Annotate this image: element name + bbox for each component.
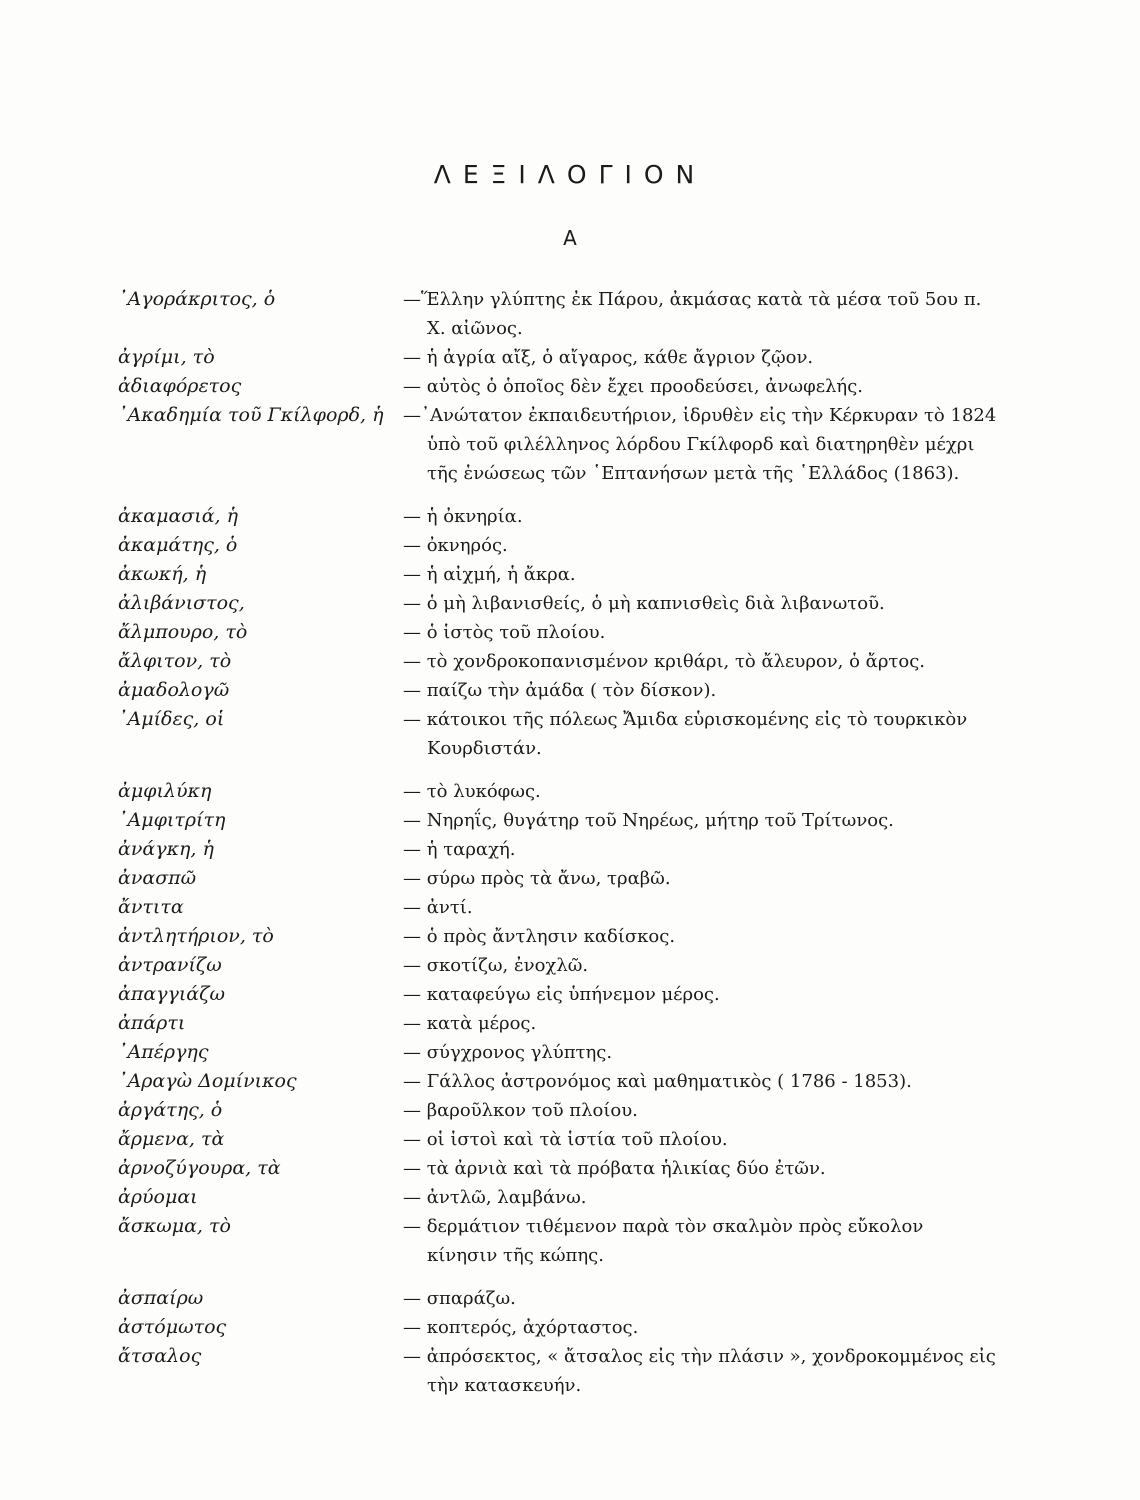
entry-term: ἀδιαφόρετος xyxy=(118,375,242,397)
glossary-entry xyxy=(118,343,998,372)
entry-term: ᾿Ακαδημία τοῦ Γκίλφορδ, ἡ xyxy=(118,404,384,426)
entry-definition: — ἀντί. xyxy=(403,897,473,918)
entry-definition: — παίζω τὴν ἀμάδα ( τὸν δίσκον). xyxy=(403,680,717,701)
glossary-entry xyxy=(118,401,998,488)
entry-term: ἀργάτης, ὁ xyxy=(118,1099,223,1121)
page-title: ΛΕΞΙΛΟΓΙΟΝ xyxy=(433,160,707,189)
entry-term: ᾿Αραγὼ Δομίνικος xyxy=(118,1070,297,1092)
entry-definition: — σπαράζω. xyxy=(403,1288,516,1309)
entry-definition: — αὐτὸς ὁ ὁποῖος δὲν ἔχει προοδεύσει, ἀνωφελής. xyxy=(403,376,864,397)
glossary-entry xyxy=(118,502,998,531)
entry-definition: — σύγχρονος γλύπτης. xyxy=(403,1042,613,1063)
glossary-entry xyxy=(118,1212,998,1270)
entry-term: ἀλιβάνιστος, xyxy=(118,592,245,614)
entry-definition: — Νηρηΐς, θυγάτηρ τοῦ Νηρέως, μήτηρ τοῦ Τρίτωνος. xyxy=(403,810,894,831)
glossary-entry xyxy=(118,1183,998,1212)
entry-definition: —᾿Ανώτατον ἐκπαιδευτήριον, ἱδρυθὲν εἰς τὴν Κέρκυραν τὸ 1824 ὑπὸ τοῦ φιλέλληνος λόρδου Γκίλφορδ καὶ διατηρηθὲν μέχρι τῆς ἑνώσεως τῶν ῾Επτανήσων μετὰ τῆς ῾Ελλάδος (1863). xyxy=(403,405,997,484)
glossary-entry xyxy=(118,1342,998,1400)
entry-term: ἄντιτα xyxy=(118,896,184,918)
glossary-entry xyxy=(118,1038,998,1067)
entry-definition: — ὁ μὴ λιβανισθείς, ὁ μὴ καπνισθεὶς διὰ λιβανωτοῦ. xyxy=(403,593,885,614)
glossary-entry xyxy=(118,893,998,922)
glossary-entry xyxy=(118,835,998,864)
entry-term: ἀκωκή, ἡ xyxy=(118,563,207,585)
glossary-entry xyxy=(118,531,998,560)
entry-definition: — ἡ ὀκνηρία. xyxy=(403,506,523,527)
entry-term: ᾿Αγοράκριτος, ὁ xyxy=(118,288,276,310)
entry-definition: — δερμάτιον τιθέμενον παρὰ τὸν σκαλμὸν πρὸς εὔκολον κίνησιν τῆς κώπης. xyxy=(403,1216,924,1266)
entry-term: ἀνάγκη, ἡ xyxy=(118,838,214,860)
entry-term: ἀνασπῶ xyxy=(118,867,197,889)
entry-term: ἀστόμωτος xyxy=(118,1316,227,1338)
entry-term: ἀμφιλύκη xyxy=(118,780,212,802)
glossary-entry xyxy=(118,647,998,676)
entry-definition: — ὁ πρὸς ἄντλησιν καδίσκος. xyxy=(403,926,676,947)
entry-definition: — βαροῦλκον τοῦ πλοίου. xyxy=(403,1100,638,1121)
glossary-entry xyxy=(118,618,998,647)
entry-term: ἄρμενα, τὰ xyxy=(118,1128,225,1150)
entry-definition: — τὸ λυκόφως. xyxy=(403,781,541,802)
entry-term: ἀπαγγιάζω xyxy=(118,983,225,1005)
entry-definition: — ἡ ἀγρία αἴξ, ὁ αἴγαρος, κάθε ἄγριον ζῷον. xyxy=(403,347,814,368)
entry-term: ᾿Απέργης xyxy=(118,1041,209,1063)
glossary-entry xyxy=(118,372,998,401)
glossary-entry xyxy=(118,285,998,343)
glossary-entry xyxy=(118,1096,998,1125)
entry-term: ἀντρανίζω xyxy=(118,954,222,976)
glossary-entry xyxy=(118,676,998,705)
glossary-entry xyxy=(118,589,998,618)
entry-definition: — ἡ ταραχή. xyxy=(403,839,516,860)
glossary-entry xyxy=(118,1313,998,1342)
glossary-entry xyxy=(118,777,998,806)
entry-term: ἄλμπουρο, τὸ xyxy=(118,621,248,643)
entry-definition: — ὀκνηρός. xyxy=(403,535,508,556)
entry-definition: — τὰ ἀρνιὰ καὶ τὰ πρόβατα ἡλικίας δύο ἐτῶν. xyxy=(403,1158,826,1179)
entry-definition: — τὸ χονδροκοπανισμένον κριθάρι, τὸ ἄλευρον, ὁ ἄρτος. xyxy=(403,651,926,672)
entry-definition: — κατὰ μέρος. xyxy=(403,1013,537,1034)
entry-term: ἄλφιτον, τὸ xyxy=(118,650,232,672)
entry-definition: — ἀπρόσεκτος, « ἄτσαλος εἰς τὴν πλάσιν », χονδροκομμένος εἰς τὴν κατασκευήν. xyxy=(403,1346,996,1396)
glossary-entry xyxy=(118,1284,998,1313)
entry-definition: — καταφεύγω εἰς ὑπήνεμον μέρος. xyxy=(403,984,720,1005)
glossary-entry xyxy=(118,1125,998,1154)
entry-term: ᾿Αμφιτρίτη xyxy=(118,809,226,831)
entry-definition: — οἱ ἱστοὶ καὶ τὰ ἱστία τοῦ πλοίου. xyxy=(403,1129,728,1150)
entry-term: ἀντλητήριον, τὸ xyxy=(118,925,274,947)
entry-term: ἀρύομαι xyxy=(118,1186,198,1208)
entry-term: ἀμαδολογῶ xyxy=(118,679,230,701)
glossary-entry xyxy=(118,806,998,835)
entry-definition: — κάτοικοι τῆς πόλεως Ἄμιδα εὑρισκομένης εἰς τὸ τουρκικὸν Κουρδιστάν. xyxy=(403,709,968,759)
entry-definition: — ἀντλῶ, λαμβάνω. xyxy=(403,1187,587,1208)
entry-definition: — σκοτίζω, ἐνοχλῶ. xyxy=(403,955,589,976)
entry-definition: — ὁ ἱστὸς τοῦ πλοίου. xyxy=(403,622,606,643)
glossary-entry xyxy=(118,864,998,893)
entry-term: ᾿Αμίδες, οἱ xyxy=(118,708,225,730)
glossary-entry xyxy=(118,980,998,1009)
entry-definition: — σύρω πρὸς τὰ ἄνω, τραβῶ. xyxy=(403,868,671,889)
glossary-list xyxy=(118,285,998,1400)
entry-definition: — ἡ αἰχμή, ἡ ἄκρα. xyxy=(403,564,576,585)
entry-definition: —Ἕλλην γλύπτης ἐκ Πάρου, ἀκμάσας κατὰ τὰ μέσα τοῦ 5ου π. Χ. αἰῶνος. xyxy=(403,289,982,339)
glossary-entry xyxy=(118,1067,998,1096)
entry-term: ἄσκωμα, τὸ xyxy=(118,1215,231,1237)
entry-term: ἀκαμάτης, ὁ xyxy=(118,534,238,556)
entry-term: ἀκαμασιά, ἡ xyxy=(118,505,239,527)
entry-term: ἀπάρτι xyxy=(118,1012,186,1034)
glossary-entry xyxy=(118,560,998,589)
glossary-entry xyxy=(118,1009,998,1038)
entry-definition: — κοπτερός, ἀχόρταστος. xyxy=(403,1317,639,1338)
entry-term: ἀγρίμι, τὸ xyxy=(118,346,215,368)
entry-term: ἀρνοζύγουρα, τὰ xyxy=(118,1157,281,1179)
entry-term: ἀσπαίρω xyxy=(118,1287,204,1309)
entry-term: ἄτσαλος xyxy=(118,1345,202,1367)
section-letter: Α xyxy=(563,226,577,250)
glossary-entry xyxy=(118,705,998,763)
glossary-entry xyxy=(118,922,998,951)
glossary-entry xyxy=(118,951,998,980)
entry-definition: — Γάλλος ἀστρονόμος καὶ μαθηματικὸς ( 1786 - 1853). xyxy=(403,1071,912,1092)
glossary-entry xyxy=(118,1154,998,1183)
